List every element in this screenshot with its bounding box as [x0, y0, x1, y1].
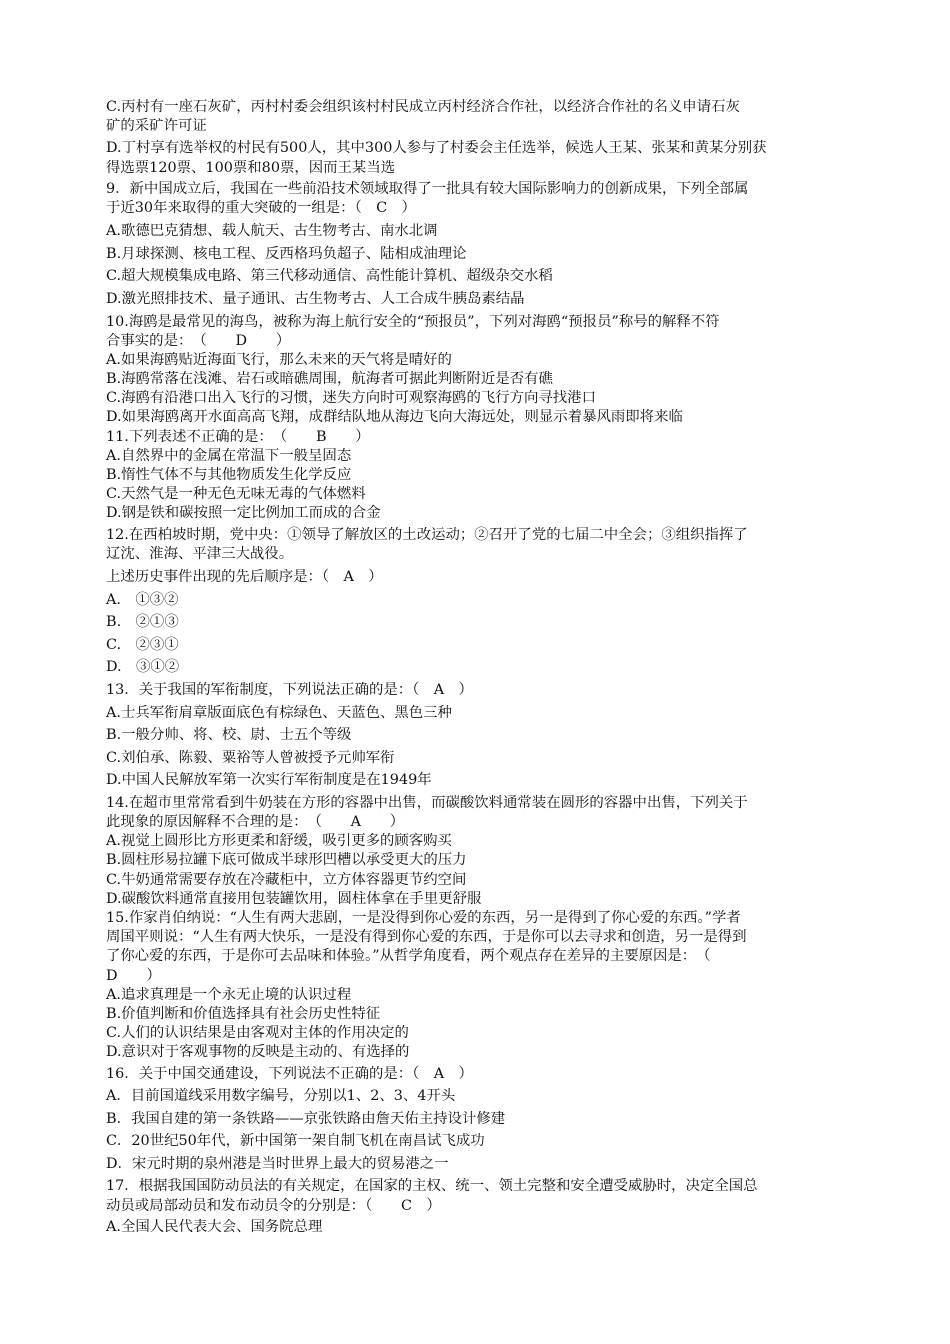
q11-option-c: C.天然气是一种无色无味无毒的气体燃料 — [106, 486, 366, 503]
text-line: 此现象的原因解释不合理的是： （ A ） — [106, 814, 405, 831]
text-line: 17．根据我国国防动员法的有关规定，在国家的主权、统一、领土完整和安全遭受威胁时，决定全国总 — [106, 1178, 758, 1195]
q14-options — [106, 832, 846, 909]
text-line: D ） — [106, 967, 161, 984]
q16-option-b: B．我国自建的第一条铁路——京张铁路由詹天佑主持设计修建 — [106, 1110, 506, 1127]
text-line: 辽沈、淮海、平津三大战役。 — [106, 545, 294, 562]
text-line: 9．新中国成立后，我国在一些前沿技术领域取得了一批具有较大国际影响力的创新成果，下列全部属 — [106, 180, 749, 197]
q14-option-d: D.碳酸饮料通常直接用包装罐饮用，圆柱体拿在手里更舒服 — [106, 890, 482, 907]
q8-option-c — [106, 98, 846, 136]
q12-option-c: C. ②③① — [106, 636, 179, 653]
q9-option-b: B.月球探测、核电工程、反西格玛负超子、陆相成油理论 — [106, 245, 467, 262]
text-line: 于近30年来取得的重大突破的一组是：（ C ） — [106, 199, 416, 216]
q9-option-c: C.超大规模集成电路、第三代移动通信、高性能计算机、超级杂交水稻 — [106, 268, 553, 285]
q14-option-c: C.牛奶通常需要存放在冷藏柜中，立方体容器更节约空间 — [106, 871, 467, 888]
q13-option-c: C.刘伯承、陈毅、粟裕等人曾被授予元帅军衔 — [106, 749, 395, 766]
q14-option-b: B.圆柱形易拉罐下底可做成半球形凹槽以承受更大的压力 — [106, 852, 467, 869]
q9-options — [106, 220, 846, 310]
text-line: 了你心爱的东西，于是你可去品味和体验。”从哲学角度看，两个观点存在差异的主要原因是： （ — [106, 948, 711, 965]
q13-option-d: D.中国人民解放军第一次实行军衔制度是在1949年 — [106, 772, 432, 789]
q9-option-a: A.歌德巴克猜想、载人航天、古生物考古、南水北调 — [106, 223, 438, 240]
q16-option-d: D．宋元时期的泉州港是当时世界上最大的贸易港之一 — [106, 1155, 449, 1172]
text-line: 10.海鸥是最常见的海鸟，被称为海上航行安全的“预报员”，下列对海鸥“预报员”称号的解释不符 — [106, 313, 720, 330]
q11-option-d: D.钢是铁和碳按照一定比例加工而成的合金 — [106, 505, 381, 522]
q15-option-c: C.人们的认识结果是由客观对主体的作用决定的 — [106, 1025, 409, 1042]
text-line: 15.作家肖伯纳说：“人生有两大悲剧，一是没得到你心爱的东西，另一是得到了你心爱的东西。”学者 — [106, 910, 741, 926]
q8-option-d — [106, 139, 846, 177]
document-page — [106, 98, 846, 1237]
text-line: 动员或局部动员和发布动员令的分别是：（ C ） — [106, 1197, 441, 1214]
q12-stem: 上述历史事件出现的先后顺序是：（ A ） — [106, 568, 383, 585]
q10-option-a: A.如果海鸥贴近海面飞行，那么未来的天气将是晴好的 — [106, 351, 452, 368]
q11-option-b: B.惰性气体不与其他物质发生化学反应 — [106, 467, 352, 483]
q17-option-a: A.全国人民代表大会、国务院总理 — [106, 1218, 323, 1235]
q14-option-a: A.视觉上圆形比方形更柔和舒缓，吸引更多的顾客购买 — [106, 833, 452, 850]
question-11: 11.下列表述不正确的是： （ B ） — [106, 428, 370, 445]
q15-option-b: B.价值判断和价值选择具有社会历史性特征 — [106, 1005, 381, 1022]
text-line: 合事实的是： （ D ） — [106, 332, 291, 349]
q16-option-c: C．20世纪50年代，新中国第一架自制飞机在南昌试飞成功 — [106, 1133, 485, 1150]
q16-option-a: A．目前国道线采用数字编号，分别以1、2、3、4开头 — [106, 1088, 456, 1105]
q12-options — [106, 566, 846, 792]
question-15 — [106, 909, 846, 986]
question-13: 13．关于我国的军衔制度，下列说法正确的是：（ A ） — [106, 681, 473, 698]
question-17 — [106, 1177, 846, 1215]
q13-option-b: B.一般分帅、将、校、尉、士五个等级 — [106, 727, 352, 744]
text-line: C.丙村有一座石灰矿，丙村村委会组织该村村民成立丙村经济合作社，以经济合作社的名义申请石灰 — [106, 99, 740, 115]
text-line: 矿的采矿许可证 — [106, 118, 207, 135]
q10-options — [106, 351, 846, 428]
q12-option-b: B. ②①③ — [106, 614, 179, 631]
q15-option-d: D.意识对于客观事物的反映是主动的、有选择的 — [106, 1044, 410, 1061]
text-line: 12.在西柏坡时期，党中央：①领导了解放区的土改运动；②召开了党的七届二中全会；③组织指挥了 — [106, 526, 748, 543]
q15-option-a: A.追求真理是一个永无止境的认识过程 — [106, 986, 352, 1003]
q12-option-d: D. ③①② — [106, 659, 180, 676]
text-line: 周国平则说：“人生有两大快乐，一是没有得到你心爱的东西，于是你可以去寻求和创造，另一是得到 — [106, 929, 747, 946]
q10-option-b: B.海鸥常落在浅滩、岩石或暗礁周围，航海者可据此判断附近是否有礁 — [106, 371, 553, 388]
q13-option-a: A.士兵军衔肩章版面底色有棕绿色、天蓝色、黑色三种 — [106, 704, 452, 721]
q11-options — [106, 447, 846, 524]
question-16: 16．关于中国交通建设，下列说法不正确的是：（ A ） — [106, 1065, 473, 1082]
text-line: 14.在超市里常常看到牛奶装在方形的容器中出售，而碳酸饮料通常装在圆形的容器中出售，下列关于 — [106, 794, 748, 811]
q9-option-d: D.激光照排技术、量子通讯、古生物考古、人工合成牛胰岛素结晶 — [106, 290, 525, 307]
question-16-group — [106, 1063, 846, 1176]
q11-option-a: A.自然界中的金属在常温下一般呈固态 — [106, 447, 352, 464]
question-9 — [106, 180, 846, 218]
text-line: D.丁村享有选举权的村民有500人，其中300人参与了村委会主任选举，候选人王某、张某和黄某分别获 — [106, 140, 767, 157]
q12-option-a: A. ①③② — [106, 591, 179, 608]
question-14 — [106, 794, 846, 832]
q10-option-d: D.如果海鸥离开水面高高飞翔，成群结队地从海边飞向大海远处，则显示着暴风雨即将来临 — [106, 409, 683, 426]
question-12 — [106, 526, 846, 564]
q15-options — [106, 986, 846, 1063]
question-10 — [106, 313, 846, 351]
q10-option-c: C.海鸥有沿港口出入飞行的习惯，迷失方向时可观察海鸥的飞行方向寻找港口 — [106, 390, 596, 407]
text-line: 得选票120票、100票和80票，因而王某当选 — [106, 159, 396, 176]
